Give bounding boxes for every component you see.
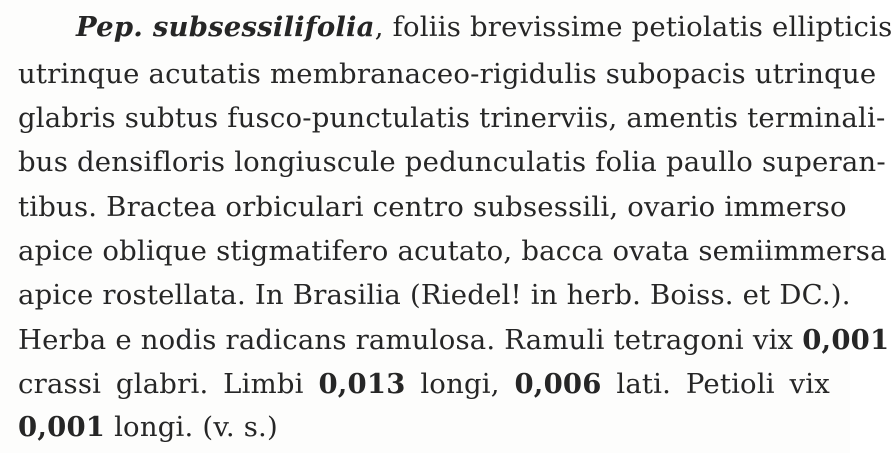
measurement-value: 0,013 [318, 368, 406, 400]
text-line-10 [18, 405, 830, 449]
measurement-value: 0,001 [802, 324, 890, 356]
text-line-3: glabris subtus fusco-punctulatis trinerviis, amentis terminali- [18, 102, 886, 134]
line-9-text-a: crassi glabri. Limbi [18, 368, 319, 400]
text-line-4: bus densifloris longiuscule pedunculatis folia paullo superan- [18, 146, 886, 178]
species-name: Pep. subsessilifolia [76, 11, 375, 43]
text-line-6: apice oblique stigmatifero acutato, bacca ovata semiimmersa [18, 235, 887, 267]
text-line-2: utrinque acutatis membranaceo-rigidulis subopacis utrinque [18, 58, 877, 90]
line-1-text: , foliis brevissime petiolatis ellipticis [374, 11, 892, 43]
measurement-value: 0,006 [514, 368, 602, 400]
text-line-8 [18, 318, 890, 362]
text-line-1 [76, 5, 892, 49]
measurement-value: 0,001 [18, 411, 106, 443]
text-line-7: apice rostellata. In Brasilia (Riedel! in herb. Boiss. et DC.). [18, 279, 851, 311]
line-8-text: Herba e nodis radicans ramulosa. Ramuli tetragoni vix [18, 324, 803, 356]
text-line-5: tibus. Bractea orbiculari centro subsessili, ovario immerso [18, 191, 847, 223]
line-9-text-c: lati. Petioli vix [601, 368, 830, 400]
text-line-9 [18, 362, 830, 406]
line-9-text-b: longi, [405, 368, 515, 400]
line-10-text: longi. (v. s.) [105, 411, 278, 443]
